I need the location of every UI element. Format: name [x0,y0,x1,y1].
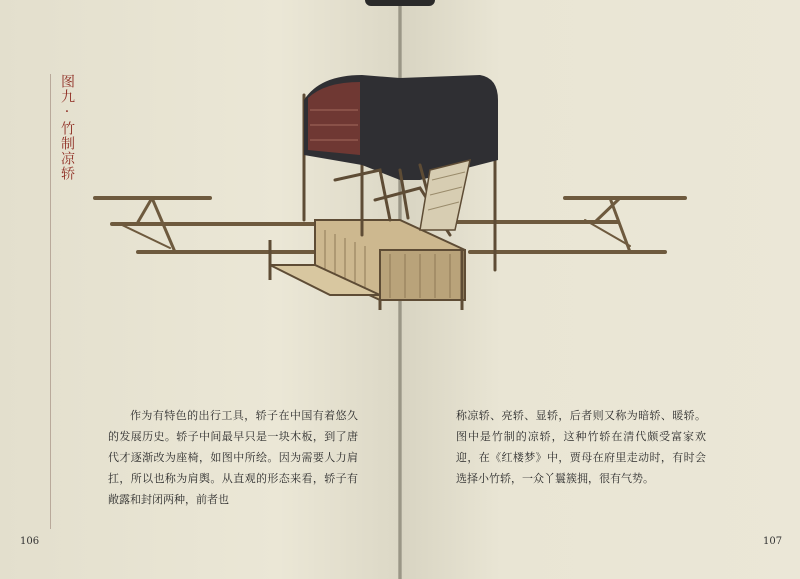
figure-title: 图九·竹制凉轿 [59,74,75,181]
body-text-left: 作为有特色的出行工具，轿子在中国有着悠久的发展历史。轿子中间最早只是一块木板，到了唐代才逐渐改为座椅，如图中所绘。因为需要人力肩扛，所以也称为肩舆。从直观的形态来看，轿子有敞露和封闭两种，前者也 [108,409,358,506]
page-number-left: 106 [20,536,40,547]
body-text-right: 称凉轿、亮轿、显轿，后者则又称为暗轿、暖轿。图中是竹制的凉轿，这种竹轿在清代颇受富家欢迎，在《红楼梦》中，贾母在府里走动时，有时会选择小竹轿，一众丫鬟簇拥，很有气势。 [456,409,706,485]
page-edge-shadow [365,0,435,6]
margin-rule [50,74,51,529]
sedan-chair-illustration [90,70,690,320]
page-number-right: 107 [763,536,783,547]
